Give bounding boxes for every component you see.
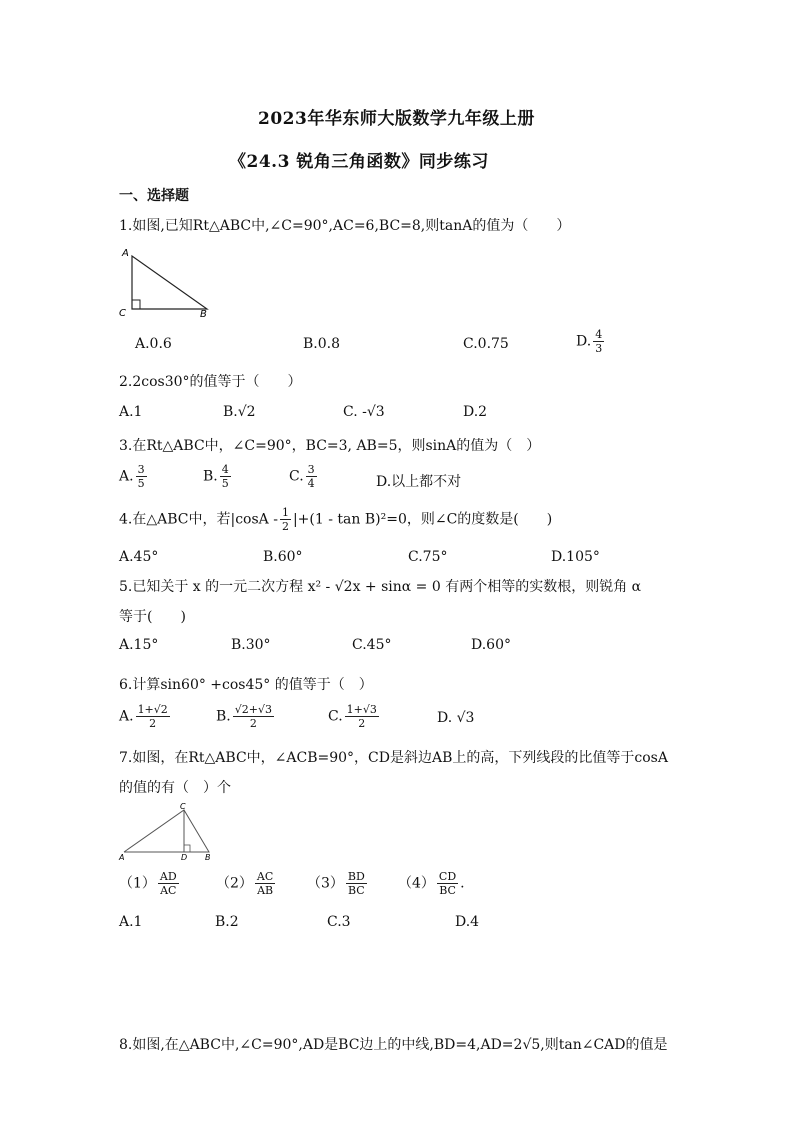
- q7-ratio-4-denominator: BC: [439, 884, 456, 897]
- question-4-text: [119, 506, 552, 533]
- q3-option-a: [119, 463, 149, 490]
- q1-option-b: B.0.8: [303, 336, 341, 352]
- q7-option-c: C.3: [327, 914, 351, 930]
- q2-option-b: B.√2: [223, 404, 256, 420]
- q5-option-b: B.30°: [231, 637, 271, 653]
- q6-option-b: [216, 703, 276, 730]
- question-5-line-1: 5.已知关于 x 的一元二次方程 x² - √2x + sinα = 0 有两个相等的实数根，则锐角 α: [119, 579, 642, 595]
- q6-option-b-denominator: 2: [249, 717, 257, 730]
- section-heading: 一、选择题: [119, 188, 189, 204]
- q3-option-b-denominator: 5: [221, 477, 229, 490]
- q7-ratio-4: [398, 870, 465, 897]
- triangle-abc: [124, 810, 209, 852]
- q4-fraction-denominator: 2: [281, 520, 289, 533]
- question-8-text: 8.如图,在△ABC中,∠C=90°,AD是BC边上的中线,BD=4,AD=2√5,则tan∠CAD的值是: [119, 1037, 668, 1053]
- q3-option-b-prefix: B.: [203, 468, 218, 485]
- q7-option-a: A.1: [119, 914, 143, 930]
- q2-option-a: A.1: [119, 404, 143, 420]
- question-7-figure: [116, 800, 220, 862]
- q1-option-d-denominator: 3: [595, 342, 603, 355]
- q7-ratio-1-prefix: （1）: [119, 875, 156, 892]
- question-6-text: 6.计算sin60° +cos45° 的值等于（ ）: [119, 677, 373, 693]
- q7-ratio-1-denominator: AC: [160, 884, 177, 897]
- q4-text-end: |+(1 - tan B)²=0，则∠C的度数是( ): [292, 511, 553, 528]
- question-1-figure: [112, 244, 212, 320]
- q3-option-c-prefix: C.: [289, 468, 304, 485]
- q4-fraction-numerator: 1: [281, 506, 289, 519]
- q7-ratio-2: [216, 870, 277, 897]
- q1-option-d: [576, 328, 606, 355]
- question-3-text: 3.在Rt△ABC中，∠C=90°，BC=3, AB=5，则sinA的值为（ ）: [119, 438, 541, 454]
- q7-ratio-3-denominator: BC: [348, 884, 365, 897]
- q4-text-start: 4.在△ABC中，若|cosA -: [119, 511, 278, 528]
- q3-option-c: [289, 463, 319, 490]
- question-2-text: 2.2cos30°的值等于（ ）: [119, 374, 302, 390]
- vertex-label-b: B: [200, 309, 207, 320]
- vertex-label-b: B: [205, 853, 211, 862]
- vertex-label-c: C: [119, 308, 126, 319]
- q3-option-b-numerator: 4: [221, 463, 229, 476]
- q3-option-a-prefix: A.: [119, 468, 134, 485]
- q3-option-d: D.以上都不对: [376, 474, 462, 490]
- q3-option-c-denominator: 4: [307, 477, 315, 490]
- q3-option-b: [203, 463, 233, 490]
- q5-option-c: C.45°: [352, 637, 392, 653]
- right-angle-mark: [132, 300, 140, 309]
- q7-ratio-2-prefix: （2）: [216, 875, 253, 892]
- vertex-label-a: A: [122, 248, 129, 259]
- q7-ratio-4-prefix: （4）: [398, 875, 435, 892]
- q7-ratio-2-denominator: AB: [257, 884, 274, 897]
- triangle-abc: [132, 256, 207, 309]
- q7-ratio-3: [307, 870, 369, 897]
- q6-option-d: D. √3: [437, 710, 475, 726]
- q4-option-d: D.105°: [551, 549, 600, 565]
- document-subtitle: 《24.3 锐角三角函数》同步练习: [229, 152, 489, 172]
- q6-option-a: [119, 703, 172, 730]
- q1-option-d-prefix: D.: [576, 333, 592, 350]
- q7-ratio-3-prefix: （3）: [307, 875, 344, 892]
- q3-option-a-denominator: 5: [137, 477, 145, 490]
- q7-option-d: D.4: [455, 914, 480, 930]
- q2-option-d: D.2: [463, 404, 488, 420]
- q6-option-c-prefix: C.: [328, 708, 343, 725]
- q6-option-c: [328, 703, 381, 730]
- q7-ratio-2-numerator: AC: [256, 870, 274, 883]
- vertex-label-c: C: [180, 802, 186, 811]
- q1-option-c: C.0.75: [463, 336, 509, 352]
- q7-ratio-4-numerator: CD: [438, 870, 457, 883]
- q4-option-c: C.75°: [408, 549, 448, 565]
- question-5-line-2: 等于( ): [119, 609, 186, 625]
- q5-option-a: A.15°: [119, 637, 159, 653]
- q6-option-a-prefix: A.: [119, 708, 134, 725]
- q6-option-a-numerator: 1+√2: [137, 703, 168, 716]
- question-1-text: 1.如图,已知Rt△ABC中,∠C=90°,AC=6,BC=8,则tanA的值为（ ）: [119, 218, 571, 234]
- document-title: 2023年华东师大版数学九年级上册: [258, 109, 535, 129]
- q7-option-b: B.2: [215, 914, 239, 930]
- q7-ratio-1: [119, 870, 181, 897]
- q1-option-a: A.0.6: [135, 336, 172, 352]
- q7-ratio-1-numerator: AD: [159, 870, 177, 883]
- question-7-line-1: 7.如图，在Rt△ABC中，∠ACB=90°，CD是斜边AB上的高，下列线段的比值等于cosA: [119, 750, 668, 766]
- q4-option-a: A.45°: [119, 549, 159, 565]
- vertex-label-a: A: [119, 853, 125, 862]
- q7-ratio-end: .: [460, 875, 465, 892]
- q2-option-c: C. -√3: [343, 404, 385, 420]
- vertex-label-d: D: [181, 853, 188, 862]
- q3-option-a-numerator: 3: [137, 463, 145, 476]
- q7-ratio-3-numerator: BD: [347, 870, 365, 883]
- q6-option-a-denominator: 2: [149, 717, 157, 730]
- q6-option-c-denominator: 2: [358, 717, 366, 730]
- q6-option-c-numerator: 1+√3: [346, 703, 377, 716]
- q6-option-b-prefix: B.: [216, 708, 231, 725]
- q1-option-d-numerator: 4: [595, 328, 603, 341]
- q4-option-b: B.60°: [263, 549, 303, 565]
- question-7-line-2: 的值的有（ ）个: [119, 780, 231, 796]
- q3-option-c-numerator: 3: [307, 463, 315, 476]
- q5-option-d: D.60°: [471, 637, 511, 653]
- q6-option-b-numerator: √2+√3: [234, 703, 272, 716]
- right-angle-mark: [184, 845, 190, 852]
